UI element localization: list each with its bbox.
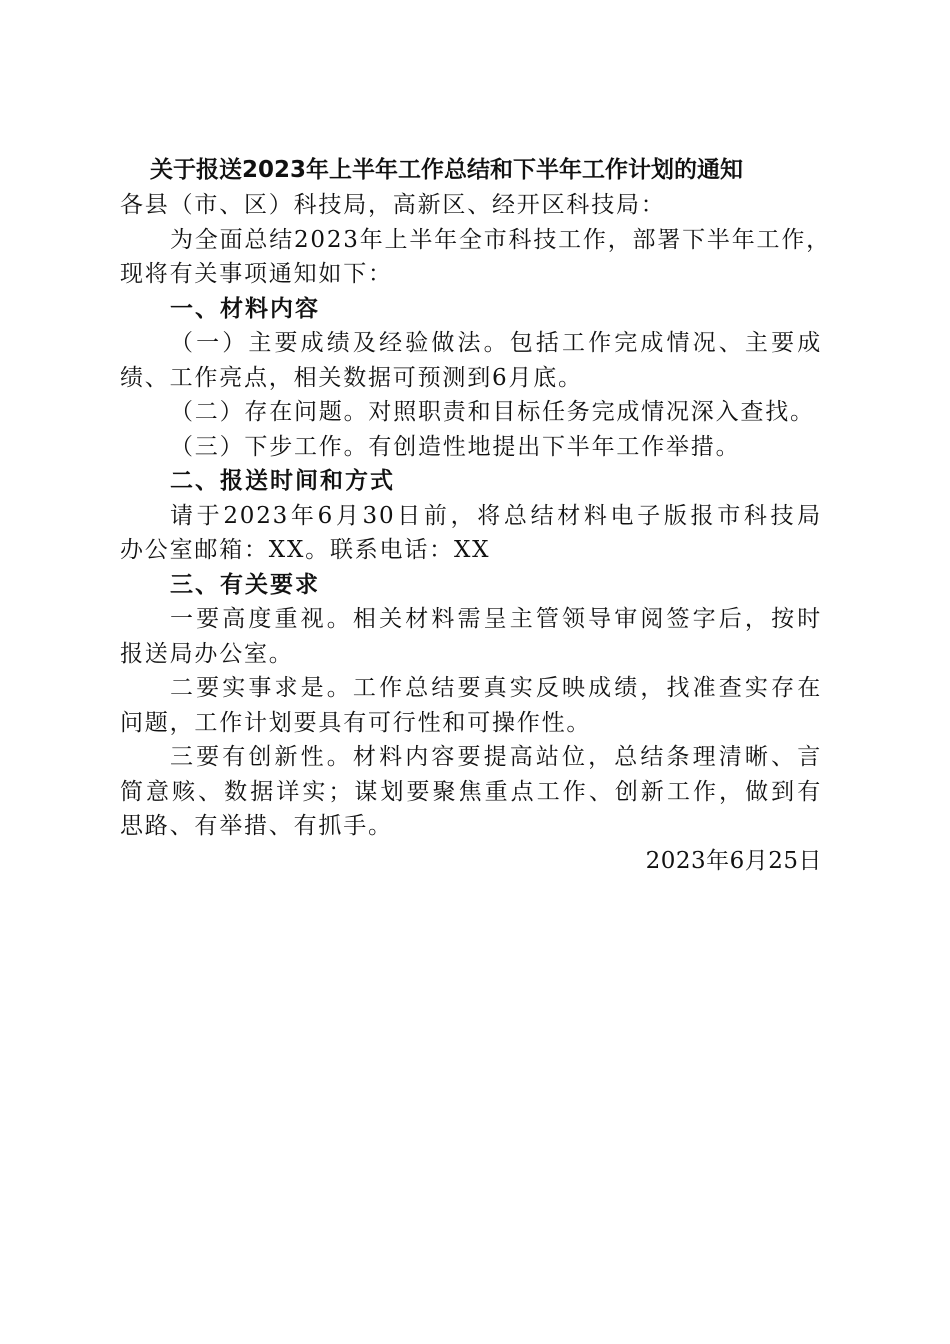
section-heading-materials: 一、材料内容 [170, 295, 320, 322]
document-title: 关于报送2023年上半年工作总结和下半年工作计划的通知 [150, 157, 744, 183]
document-date: 2023年6月25日 [645, 847, 822, 874]
requirement-1-line-2: 报送局办公室。 [120, 640, 294, 667]
submission-line-1: 请于2023年6月30日前，将总结材料电子版报市科技局 [170, 502, 822, 529]
submission-line-2: 办公室邮箱：XX。联系电话：XX [120, 537, 491, 563]
notice-document [120, 152, 831, 878]
materials-item-2: （二）存在问题。对照职责和目标任务完成情况深入查找。 [170, 399, 815, 425]
requirement-3-line-2: 简意赅、数据详实；谋划要聚焦重点工作、创新工作，做到有 [120, 778, 822, 805]
requirement-1-line-1: 一要高度重视。相关材料需呈主管领导审阅签字后，按时 [170, 606, 822, 632]
requirement-3-line-3: 思路、有举措、有抓手。 [120, 813, 393, 839]
materials-item-3: （三）下步工作。有创造性地提出下半年工作举措。 [170, 433, 741, 460]
intro-line-1: 为全面总结2023年上半年全市科技工作，部署下半年工作， [170, 226, 831, 253]
requirement-2-line-2: 问题，工作计划要具有可行性和可操作性。 [120, 709, 592, 736]
salutation: 各县（市、区）科技局，高新区、经开区科技局： [120, 192, 666, 218]
section-heading-requirements: 三、有关要求 [170, 571, 320, 598]
requirement-2-line-1: 二要实事求是。工作总结要真实反映成绩，找准查实存在 [170, 675, 822, 701]
requirement-3-line-1: 三要有创新性。材料内容要提高站位，总结条理清晰、言 [170, 744, 822, 770]
materials-item-1-line-1: （一）主要成绩及经验做法。包括工作完成情况、主要成 [170, 330, 822, 356]
section-heading-submission: 二、报送时间和方式 [170, 468, 395, 494]
intro-line-2: 现将有关事项通知如下： [120, 261, 393, 287]
materials-item-1-line-2: 绩、工作亮点，相关数据可预测到6月底。 [120, 364, 583, 391]
